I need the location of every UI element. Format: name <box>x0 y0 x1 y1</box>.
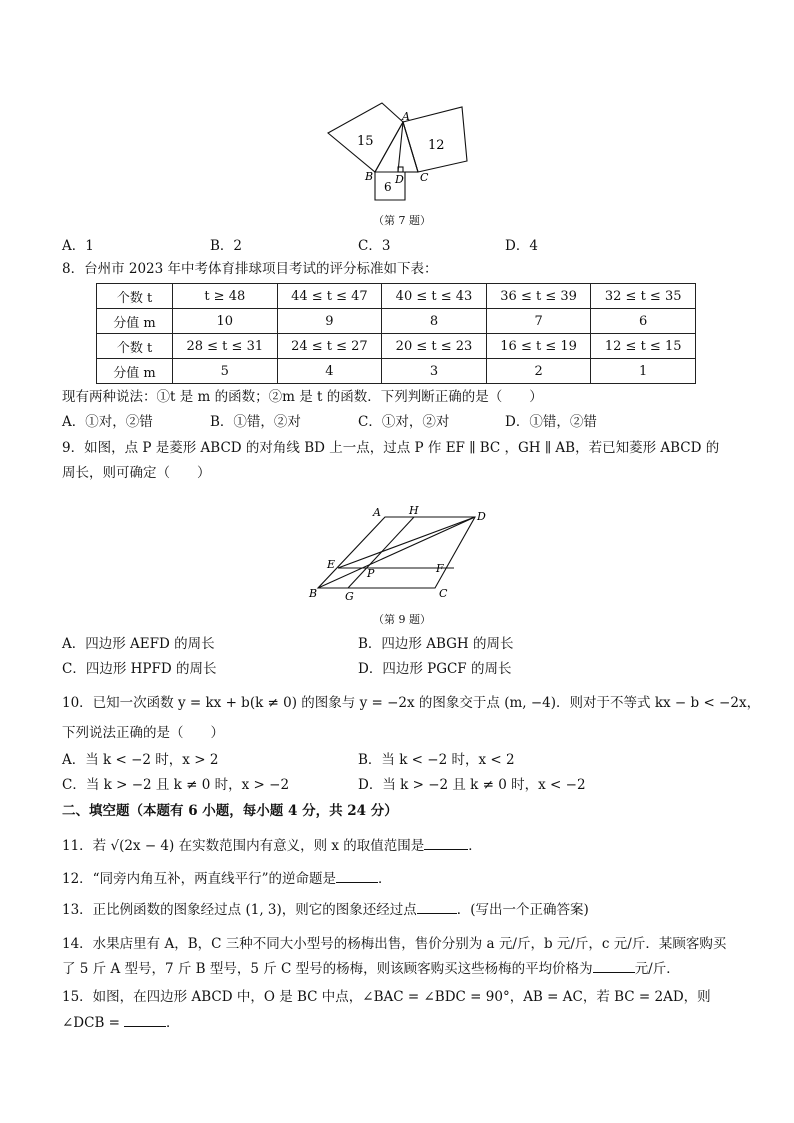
table-cell: 6 <box>591 309 696 334</box>
table-row <box>97 359 696 384</box>
label-f: F <box>436 562 444 575</box>
label-h: H <box>409 504 419 517</box>
table-cell: 8 <box>382 309 487 334</box>
q7-option-c: C．3 <box>358 238 391 254</box>
q14-answer-blank[interactable] <box>593 958 635 973</box>
q7-option-a: A．1 <box>62 238 94 254</box>
q9-stem-line1: 9．如图，点 P 是菱形 ABCD 的对角线 BD 上一点，过点 P 作 EF ∥ BC ，GH ∥ AB，若已知菱形 ABCD 的 <box>62 440 720 456</box>
triangle-abc <box>375 122 418 172</box>
table-cell: 20 ≤ t ≤ 23 <box>382 334 487 359</box>
table-cell: 44 ≤ t ≤ 47 <box>277 284 382 309</box>
table-cell: 3 <box>382 359 487 384</box>
q10-option-a: A．当 k < −2 时，x > 2 <box>62 752 219 768</box>
q8-option-d: D．①错，②错 <box>505 414 597 430</box>
q15-line2 <box>62 1012 180 1033</box>
label-e: E <box>327 558 336 571</box>
table-row <box>97 284 696 309</box>
table-cell: 32 ≤ t ≤ 35 <box>591 284 696 309</box>
area-6: 6 <box>384 180 392 194</box>
q14-tail: 元/斤． <box>634 961 680 977</box>
q12-answer-blank[interactable] <box>336 868 378 883</box>
table-cell: 2 <box>486 359 591 384</box>
table-cell: 分值 m <box>97 309 173 334</box>
q13-tail: ．(写出一个正确答案) <box>456 902 589 918</box>
table-cell: 1 <box>591 359 696 384</box>
q14-text: 了 5 斤 A 型号，7 斤 B 型号，5 斤 C 型号的杨梅，则该顾客购买这些杨梅的平均价格为 <box>62 961 593 977</box>
diagonal-bd <box>318 517 475 588</box>
q10-option-b: B．当 k < −2 时，x < 2 <box>358 752 515 768</box>
q8-question: 现有两种说法：①t 是 m 的函数；②m 是 t 的函数．下列判断正确的是（ ） <box>62 389 543 405</box>
q15-answer-blank[interactable] <box>124 1012 166 1027</box>
label-p: P <box>367 567 375 580</box>
q13 <box>62 899 589 920</box>
q9-stem-line2: 周长，则可确定（ ） <box>62 465 211 481</box>
q10-option-d: D．当 k > −2 且 k ≠ 0 时，x < −2 <box>358 777 586 793</box>
figure-9 <box>305 500 495 606</box>
q8-option-b: B．①错，②对 <box>210 414 301 430</box>
table-cell: 分值 m <box>97 359 173 384</box>
q8-option-c: C．①对，②对 <box>358 414 450 430</box>
q15-text: ∠DCB = <box>62 1015 120 1031</box>
q13-answer-blank[interactable] <box>417 899 457 914</box>
table-cell: 个数 t <box>97 284 173 309</box>
label-g: G <box>345 590 354 603</box>
table-row <box>97 334 696 359</box>
q12-text: 12．“同旁内角互补，两直线平行”的逆命题是 <box>62 871 336 887</box>
label-a: A <box>402 110 410 123</box>
figure-7 <box>318 95 478 215</box>
table-cell: 24 ≤ t ≤ 27 <box>277 334 382 359</box>
q14-line1: 14．水果店里有 A，B，C 三种不同大小型号的杨梅出售，售价分别为 a 元/斤，b 元/斤，c 元/斤．某顾客购买 <box>62 936 727 952</box>
label-c: C <box>420 171 429 184</box>
table-cell: 9 <box>277 309 382 334</box>
label-d: D <box>477 510 486 523</box>
q11-text: 11．若 √(2x − 4) 在实数范围内有意义，则 x 的取值范围是 <box>62 838 425 854</box>
q7-option-b: B．2 <box>210 238 243 254</box>
label-a: A <box>373 506 381 519</box>
area-15: 15 <box>357 134 374 149</box>
q13-text: 13．正比例函数的图象经过点 (1, 3)，则它的图象还经过点 <box>62 902 417 918</box>
label-d: D <box>395 173 404 186</box>
q15-line1: 15．如图，在四边形 ABCD 中，O 是 BC 中点，∠BAC = ∠BDC = 90°，AB = AC，若 BC = 2AD，则 <box>62 989 711 1005</box>
q14-line2 <box>62 958 680 979</box>
q8-option-a: A．①对，②错 <box>62 414 153 430</box>
label-c: C <box>439 587 448 600</box>
table-cell: 5 <box>173 359 278 384</box>
q12 <box>62 868 391 889</box>
table-cell: 个数 t <box>97 334 173 359</box>
q15-tail: ． <box>166 1015 180 1031</box>
label-b: B <box>365 170 374 183</box>
table-row <box>97 309 696 334</box>
table-cell: 16 ≤ t ≤ 19 <box>486 334 591 359</box>
q9-option-d: D．四边形 PGCF 的周长 <box>358 661 512 677</box>
scoring-table <box>96 283 696 384</box>
q11 <box>62 835 482 856</box>
table-cell: 7 <box>486 309 591 334</box>
q9-option-b: B．四边形 ABGH 的周长 <box>358 636 514 652</box>
table-cell: 12 ≤ t ≤ 15 <box>591 334 696 359</box>
q10-option-c: C．当 k > −2 且 k ≠ 0 时，x > −2 <box>62 777 290 793</box>
table-cell: 36 ≤ t ≤ 39 <box>486 284 591 309</box>
q11-tail: ． <box>468 838 482 854</box>
q9-option-a: A．四边形 AEFD 的周长 <box>62 636 215 652</box>
table-cell: 28 ≤ t ≤ 31 <box>173 334 278 359</box>
q10-stem-line2: 下列说法正确的是（ ） <box>62 725 224 741</box>
q7-option-d: D．4 <box>505 238 538 254</box>
table-cell: 4 <box>277 359 382 384</box>
area-12: 12 <box>428 138 445 153</box>
q11-answer-blank[interactable] <box>424 835 468 850</box>
figure-9-caption: （第 9 题） <box>373 613 431 626</box>
q10-stem-line1: 10．已知一次函数 y = kx + b(k ≠ 0) 的图象与 y = −2x 的图象交于点 (m, −4)．则对于不等式 kx − b < −2x， <box>62 695 761 711</box>
table-cell: 10 <box>173 309 278 334</box>
table-cell: t ≥ 48 <box>173 284 278 309</box>
section-2-title: 二、填空题（本题有 6 小题，每小题 4 分，共 24 分） <box>62 803 398 819</box>
q12-tail: ． <box>377 871 392 887</box>
label-b: B <box>309 587 318 600</box>
q8-stem: 8．台州市 2023 年中考体育排球项目考试的评分标准如下表： <box>62 261 438 277</box>
figure-7-caption: （第 7 题） <box>373 214 431 227</box>
q9-option-c: C．四边形 HPFD 的周长 <box>62 661 217 677</box>
table-cell: 40 ≤ t ≤ 43 <box>382 284 487 309</box>
